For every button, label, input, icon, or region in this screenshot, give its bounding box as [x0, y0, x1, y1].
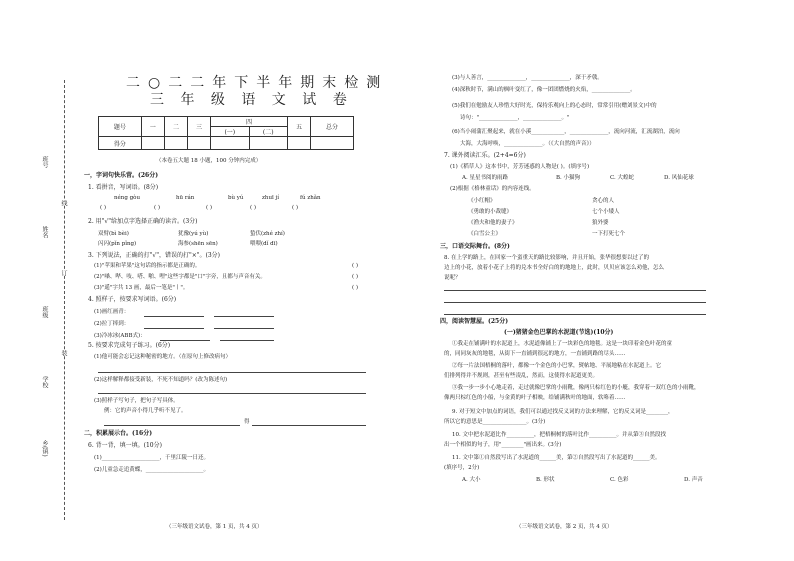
- binding-label-class-number: 班号: [41, 156, 48, 168]
- q2-prompt: 2. 用"√"给加点字选择正确的读音。(3分): [88, 218, 198, 225]
- q7-1-option-d[interactable]: D. 风仙花球: [664, 175, 694, 181]
- passage-line-6: 像两只棕红色的小船，与金黄的叶子相映，给铺满秋叶的地面，软咯着……: [444, 395, 626, 401]
- q6-item-2[interactable]: (2)儿童急走追黄蝶，_____________________。: [94, 467, 210, 473]
- q3-item-1: (1)"苹果和苹果"这句话的指示都是正确的。: [94, 263, 201, 269]
- cut-mark-line: 线: [60, 200, 67, 206]
- q6-item-6[interactable]: (6)当小闹蒲汇聚起来，就在小溪____________，______________，流向河流，汇流湖泊，流向: [452, 129, 680, 135]
- binding-label-town: 乡(镇): [41, 440, 48, 457]
- score-col-5: 五: [288, 117, 311, 137]
- exam-title: 二○二二年下半年期末检测: [126, 75, 389, 91]
- q8-line-1: 8. 在上学的路上，在回家一个蛮重天的路比较影响，并且开始，张华很想要以过了的: [444, 255, 649, 261]
- section-1-heading: 一，字词句快乐营。(26分): [84, 172, 159, 179]
- score-cell[interactable]: [288, 137, 311, 150]
- q2-option-4[interactable]: 闪闪(pǐn pǐng): [98, 241, 137, 247]
- binding-label-name: 姓名: [41, 226, 48, 238]
- q11-option-d[interactable]: D. 声音: [684, 477, 703, 483]
- passage-line-4: 们排列得并不规则，甚至有些凌乱，然而，这使得水泥道更美。: [444, 373, 599, 379]
- score-row-label: 得分: [99, 137, 142, 150]
- q2-option-5[interactable]: 海参(shēn sēn): [178, 241, 218, 247]
- page-2-footer: （三年级语文试卷，第 2 页，共 4 页）: [516, 524, 613, 530]
- page-1-footer: （三年级语文试卷，第 1 页，共 4 页）: [166, 524, 263, 530]
- exam-note: （本卷五大题 18 小题，100 分钟内完成）: [156, 158, 262, 164]
- q3-item-3: (3)"遥"字共 13 画，最后一笔是"丨"。: [94, 285, 189, 291]
- binding-label-class: 班级: [41, 306, 48, 318]
- q1-answer-box-5[interactable]: ( ): [292, 205, 299, 211]
- passage-line-2: 的，同同灰灰的地毯，从街下一直铺到很远的地方，一直铺到路的尽头……: [444, 351, 626, 357]
- q7-right-item-3[interactable]: 狼外婆: [592, 220, 609, 226]
- cut-mark-order: 订: [60, 270, 67, 276]
- q7-right-item-1[interactable]: 贪心的人: [592, 198, 615, 204]
- q7-prompt: 7. 课外阅读汇乐。(2+4=6分): [444, 152, 526, 159]
- q1-pinyin-3: bù yú: [228, 195, 244, 201]
- q7-left-item-3[interactable]: 《渔夫和他的妻子》: [468, 220, 518, 226]
- q5-fill: 得: [244, 419, 250, 425]
- q4-answer-line[interactable]: [144, 328, 204, 329]
- q7-left-item-1[interactable]: 《小红帽》: [468, 198, 496, 204]
- q7-1-option-c[interactable]: C. 大蝗蛇: [610, 175, 635, 181]
- q5-item-2: (2)这样解释都接受新装，不死不知道吗？(改为陈述句): [94, 377, 228, 383]
- q9-line-1[interactable]: 9. 对于短文中加点的词语，我们可以通过找反义词的方法来理解，它的反义词是________，: [452, 409, 674, 415]
- q2-option-6[interactable]: 喂喂(dǐ dī): [250, 241, 278, 247]
- q1-answer-box-3[interactable]: ( ): [206, 205, 213, 211]
- q5-answer-line[interactable]: [98, 372, 366, 373]
- q4-answer-line[interactable]: [214, 328, 274, 329]
- q7-2-prompt: (2)根据《格林童话》的内容连线。: [450, 186, 535, 192]
- q4-answer-line[interactable]: [144, 316, 204, 317]
- section-2-heading: 二，积累展示台。(16分): [84, 430, 153, 437]
- score-cell[interactable]: [187, 137, 210, 150]
- q5-answer-line[interactable]: [104, 425, 240, 426]
- q1-answer-box-4[interactable]: ( ): [250, 205, 257, 211]
- q6-prompt: 6. 背一背，填一填。(10分): [88, 442, 162, 449]
- q3-prompt: 3. 下列说法，正确的打"√"，错误的打"×"。(3分): [88, 252, 221, 259]
- q4-prompt: 4. 照样子，按要求写词语。(6分): [88, 296, 177, 303]
- q7-left-item-2[interactable]: 《勇敢的小裁缝》: [468, 209, 513, 215]
- q7-right-item-2[interactable]: 七个小矮人: [592, 209, 620, 215]
- q4-item-1: (1)画红画青：: [94, 309, 130, 315]
- q1-pinyin-1: néng gòu: [114, 195, 140, 201]
- q5-item-3: (3)照样子写句子，把句子写具体。: [94, 398, 179, 404]
- q7-1-prompt: (1)《稻草人》这本书中，芳芳迷惑的人物是( )。(填序号): [450, 164, 590, 170]
- q11-option-c[interactable]: C. 色彩: [610, 477, 629, 483]
- q2-option-3[interactable]: 蛰伏(zhé zhí): [250, 231, 285, 237]
- score-col-4-sub1: (一): [211, 127, 249, 137]
- score-header-label: 题号: [99, 117, 142, 137]
- binding-label-school: 学校: [41, 376, 48, 388]
- score-cell[interactable]: [141, 137, 164, 150]
- q1-pinyin-4: zhuī jí: [262, 195, 279, 201]
- score-cell[interactable]: [164, 137, 187, 150]
- binding-line: [64, 80, 65, 520]
- q11-line-2: (填序号，2分): [444, 465, 480, 471]
- section-4-heading: 四，阅读智慧屋。(25分): [440, 318, 509, 325]
- q1-answer-box-2[interactable]: ( ): [154, 205, 161, 211]
- q6-item-5: (5)我们在勉励友人珍惜大好时光，保持乐观向上的心态时，常常引用(赠刘景文)中的: [452, 103, 657, 109]
- q7-left-item-4[interactable]: 《白雪公主》: [468, 231, 502, 237]
- q11-option-a[interactable]: A. 大小: [462, 477, 481, 483]
- q1-answer-box-1[interactable]: ( ): [100, 205, 107, 211]
- q1-pinyin-5: fú zhǎn: [300, 195, 321, 201]
- score-cell[interactable]: [249, 137, 287, 150]
- cut-mark-bind: 装: [60, 350, 67, 356]
- q7-right-item-4[interactable]: 一下打死七个: [592, 231, 626, 237]
- q5-answer-line[interactable]: [252, 425, 366, 426]
- q10-line-2[interactable]: 出一个相似的句子，用"________"画出来。(3分): [444, 442, 562, 448]
- exam-subtitle: 三 年 级 语 文 试 卷: [150, 92, 353, 108]
- passage-title: (一)猪猪金色巴掌的水泥道(节选)(10分): [504, 329, 614, 336]
- q3-mark-2[interactable]: ( ): [352, 274, 359, 280]
- q2-option-2[interactable]: 犹豫(yú yù): [178, 231, 209, 237]
- passage-line-5: ③我一步一步小心地走着，走过就像巴掌的小雨靴，像两只棕红色的小艇，我穿着一双红色的小雨靴，: [452, 385, 700, 391]
- q9-line-2[interactable]: 所以它的意思是________________。(3分): [444, 419, 546, 425]
- q4-answer-line[interactable]: [220, 340, 274, 341]
- score-col-4-sub2: (二): [249, 127, 287, 137]
- q5-item-1: (1)他可能会忘记这种秘密的地方。（在原句上修改病句）: [94, 354, 232, 360]
- q8-answer-line[interactable]: [444, 302, 706, 303]
- q6-item-1[interactable]: (1)_____________________，千里江陵一日还。: [94, 455, 210, 461]
- q6-item-5-answer[interactable]: 诗句："______________，______________。": [460, 115, 570, 121]
- q5-answer-line[interactable]: [98, 393, 366, 394]
- q4-item-3: (3)冷冰冰(ABB式)：: [94, 333, 146, 339]
- passage-line-1: ①我走在铺满叶的水泥道上，水泥道像铺上了一块彩色的地毯。这是一块印着金色叶花的童: [452, 341, 673, 347]
- q7-1-option-a[interactable]: A. 星星书阅的雨路: [462, 175, 508, 181]
- q7-1-option-b[interactable]: B. 小猫狗: [556, 175, 581, 181]
- score-col-2: 二: [164, 117, 187, 137]
- q3-mark-3[interactable]: ( ): [352, 285, 359, 291]
- q6-item-4[interactable]: (4)深秋时节，满山的枫叶变红了，像一团团燃烧的火焰，______________。: [452, 87, 636, 93]
- q8-line-3: 说呢？: [444, 275, 461, 281]
- q11-line-1[interactable]: 11. 文中第①自然段写出了水泥道的______美，第②自然段写出了水泥道的______美。: [452, 455, 661, 461]
- passage-line-3: ②每一片法国梧桐的落叶，都像一个金色的小巴掌，熨帖地、平展地粘在水泥道上。它: [452, 363, 662, 369]
- q6-item-3[interactable]: (3)与人善言，______________，______________，深于矛戟。: [452, 75, 603, 81]
- q6-item-6-cont[interactable]: 大海，大海呼唤，______________。（《大自然的声音》）: [460, 141, 595, 147]
- score-col-4: 四: [211, 117, 288, 127]
- q3-item-2: (2)"嗓、哔、吱、嗒、啪、哩"这些字都是"口"字旁，且都与声音有关。: [94, 274, 266, 280]
- score-col-1: 一: [141, 117, 164, 137]
- q2-option-1[interactable]: 双臂(bì bèi): [98, 231, 129, 237]
- score-cell[interactable]: [211, 137, 249, 150]
- q4-answer-line[interactable]: [160, 340, 210, 341]
- q1-pinyin-2: hū rán: [176, 195, 195, 201]
- score-cell[interactable]: [311, 137, 354, 150]
- q4-answer-line[interactable]: [214, 316, 274, 317]
- q11-option-b[interactable]: B. 形状: [536, 477, 555, 483]
- q8-answer-line[interactable]: [444, 290, 706, 291]
- q3-mark-1[interactable]: ( ): [352, 263, 359, 269]
- q1-prompt: 1. 看拼音，写词语。(8分): [88, 184, 159, 191]
- score-col-total: 总分: [311, 117, 354, 137]
- q8-answer-line[interactable]: [444, 314, 706, 315]
- score-col-3: 三: [187, 117, 210, 137]
- q8-line-2: 边上的小花，放着小花子上将的兑本书全好白的的地地上，此时，贝贝应该怎么劝他，怎么: [444, 265, 665, 271]
- q5-example: 例：它的声音小得几乎听不见了。: [104, 408, 187, 414]
- q10-line-1[interactable]: 10. 文中把水泥道比作__________，把梧桐树的落叶比作__________。并从第③自然段找: [452, 432, 666, 438]
- q4-item-2: (2)拉丁摔到：: [94, 321, 130, 327]
- q5-prompt: 5. 按要求完成句子练习。(6分): [88, 342, 171, 349]
- section-3-heading: 三，口语交际舞台。(8分): [440, 243, 510, 250]
- score-table: [98, 116, 354, 150]
